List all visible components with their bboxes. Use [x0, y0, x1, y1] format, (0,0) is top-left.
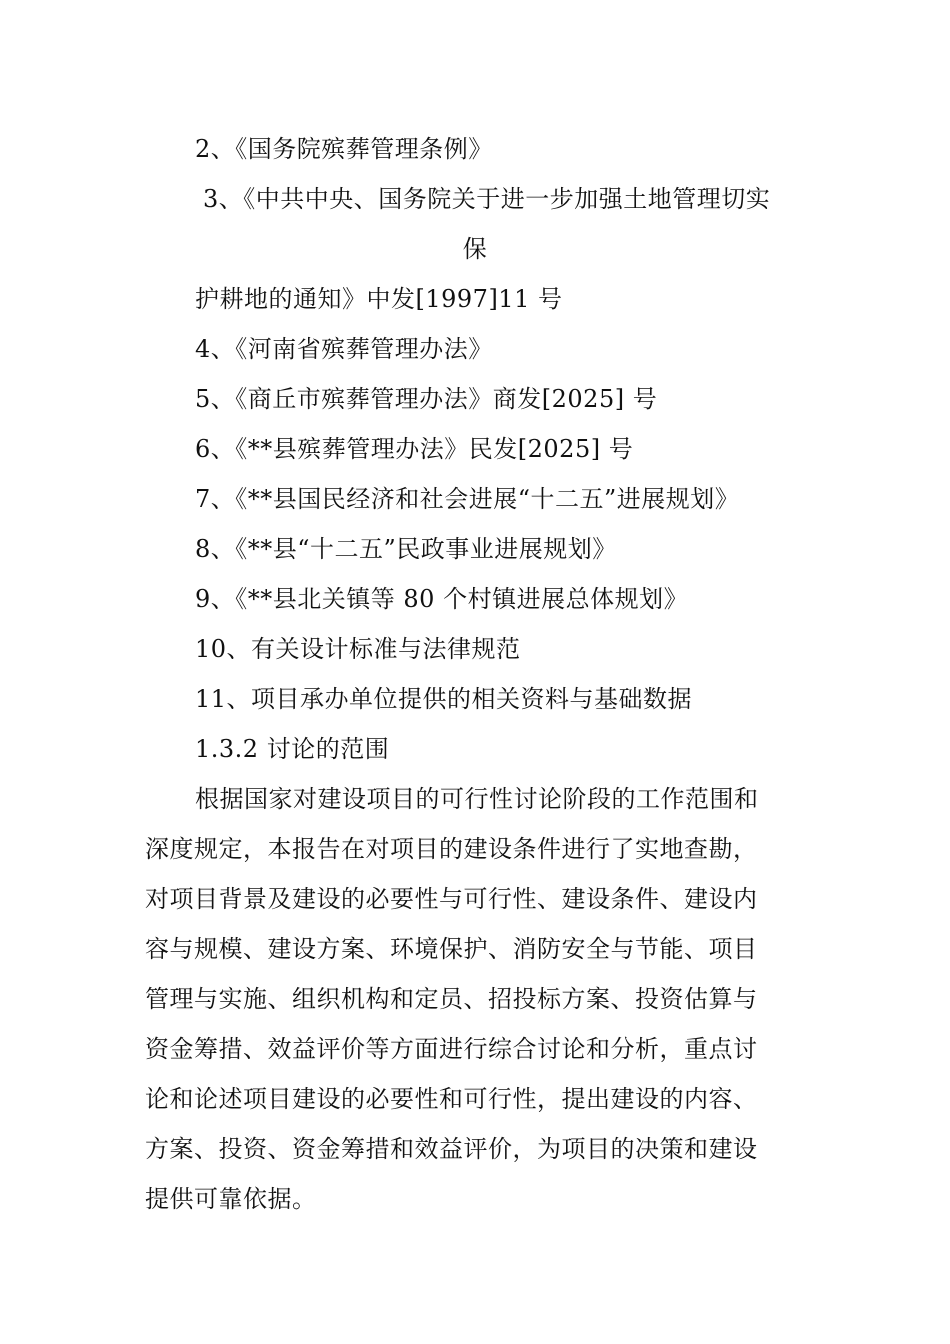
reference-item: 8、《**县“十二五”民政事业进展规划》 — [195, 535, 617, 563]
reference-item-wrap: 保 — [462, 235, 488, 263]
reference-item: 11、项目承办单位提供的相关资料与基础数据 — [195, 685, 693, 713]
reference-item: 10、有关设计标准与法律规范 — [195, 635, 521, 663]
section-heading: 1.3.2 讨论的范围 — [195, 735, 390, 763]
body-paragraph-line: 提供可靠依据。 — [145, 1185, 317, 1213]
reference-item: 2、《国务院殡葬管理条例》 — [195, 135, 493, 163]
body-paragraph-line: 根据国家对建设项目的可行性讨论阶段的工作范围和 — [195, 785, 759, 813]
reference-item: 5、《商丘市殡葬管理办法》商发[2025] 号 — [195, 385, 658, 413]
reference-item-continuation: 护耕地的通知》中发[1997]11 号 — [195, 285, 563, 313]
body-paragraph-line: 方案、投资、资金筹措和效益评价，为项目的决策和建设 — [145, 1135, 758, 1163]
body-paragraph-line: 管理与实施、组织机构和定员、招投标方案、投资估算与 — [145, 985, 758, 1013]
body-paragraph-line: 对项目背景及建设的必要性与可行性、建设条件、建设内 — [145, 885, 758, 913]
body-paragraph-line: 容与规模、建设方案、环境保护、消防安全与节能、项目 — [145, 935, 758, 963]
body-paragraph-line: 资金筹措、效益评价等方面进行综合讨论和分析，重点讨 — [145, 1035, 758, 1063]
body-paragraph-line: 论和论述项目建设的必要性和可行性，提出建设的内容、 — [145, 1085, 758, 1113]
reference-item: 3、《中共中央、国务院关于进一步加强土地管理切实 — [203, 185, 771, 213]
reference-item: 4、《河南省殡葬管理办法》 — [195, 335, 493, 363]
body-paragraph-line: 深度规定，本报告在对项目的建设条件进行了实地查勘， — [145, 835, 758, 863]
reference-item: 6、《**县殡葬管理办法》民发[2025] 号 — [195, 435, 634, 463]
reference-item: 9、《**县北关镇等 80 个村镇进展总体规划》 — [195, 585, 689, 613]
reference-item: 7、《**县国民经济和社会进展“十二五”进展规划》 — [195, 485, 740, 513]
